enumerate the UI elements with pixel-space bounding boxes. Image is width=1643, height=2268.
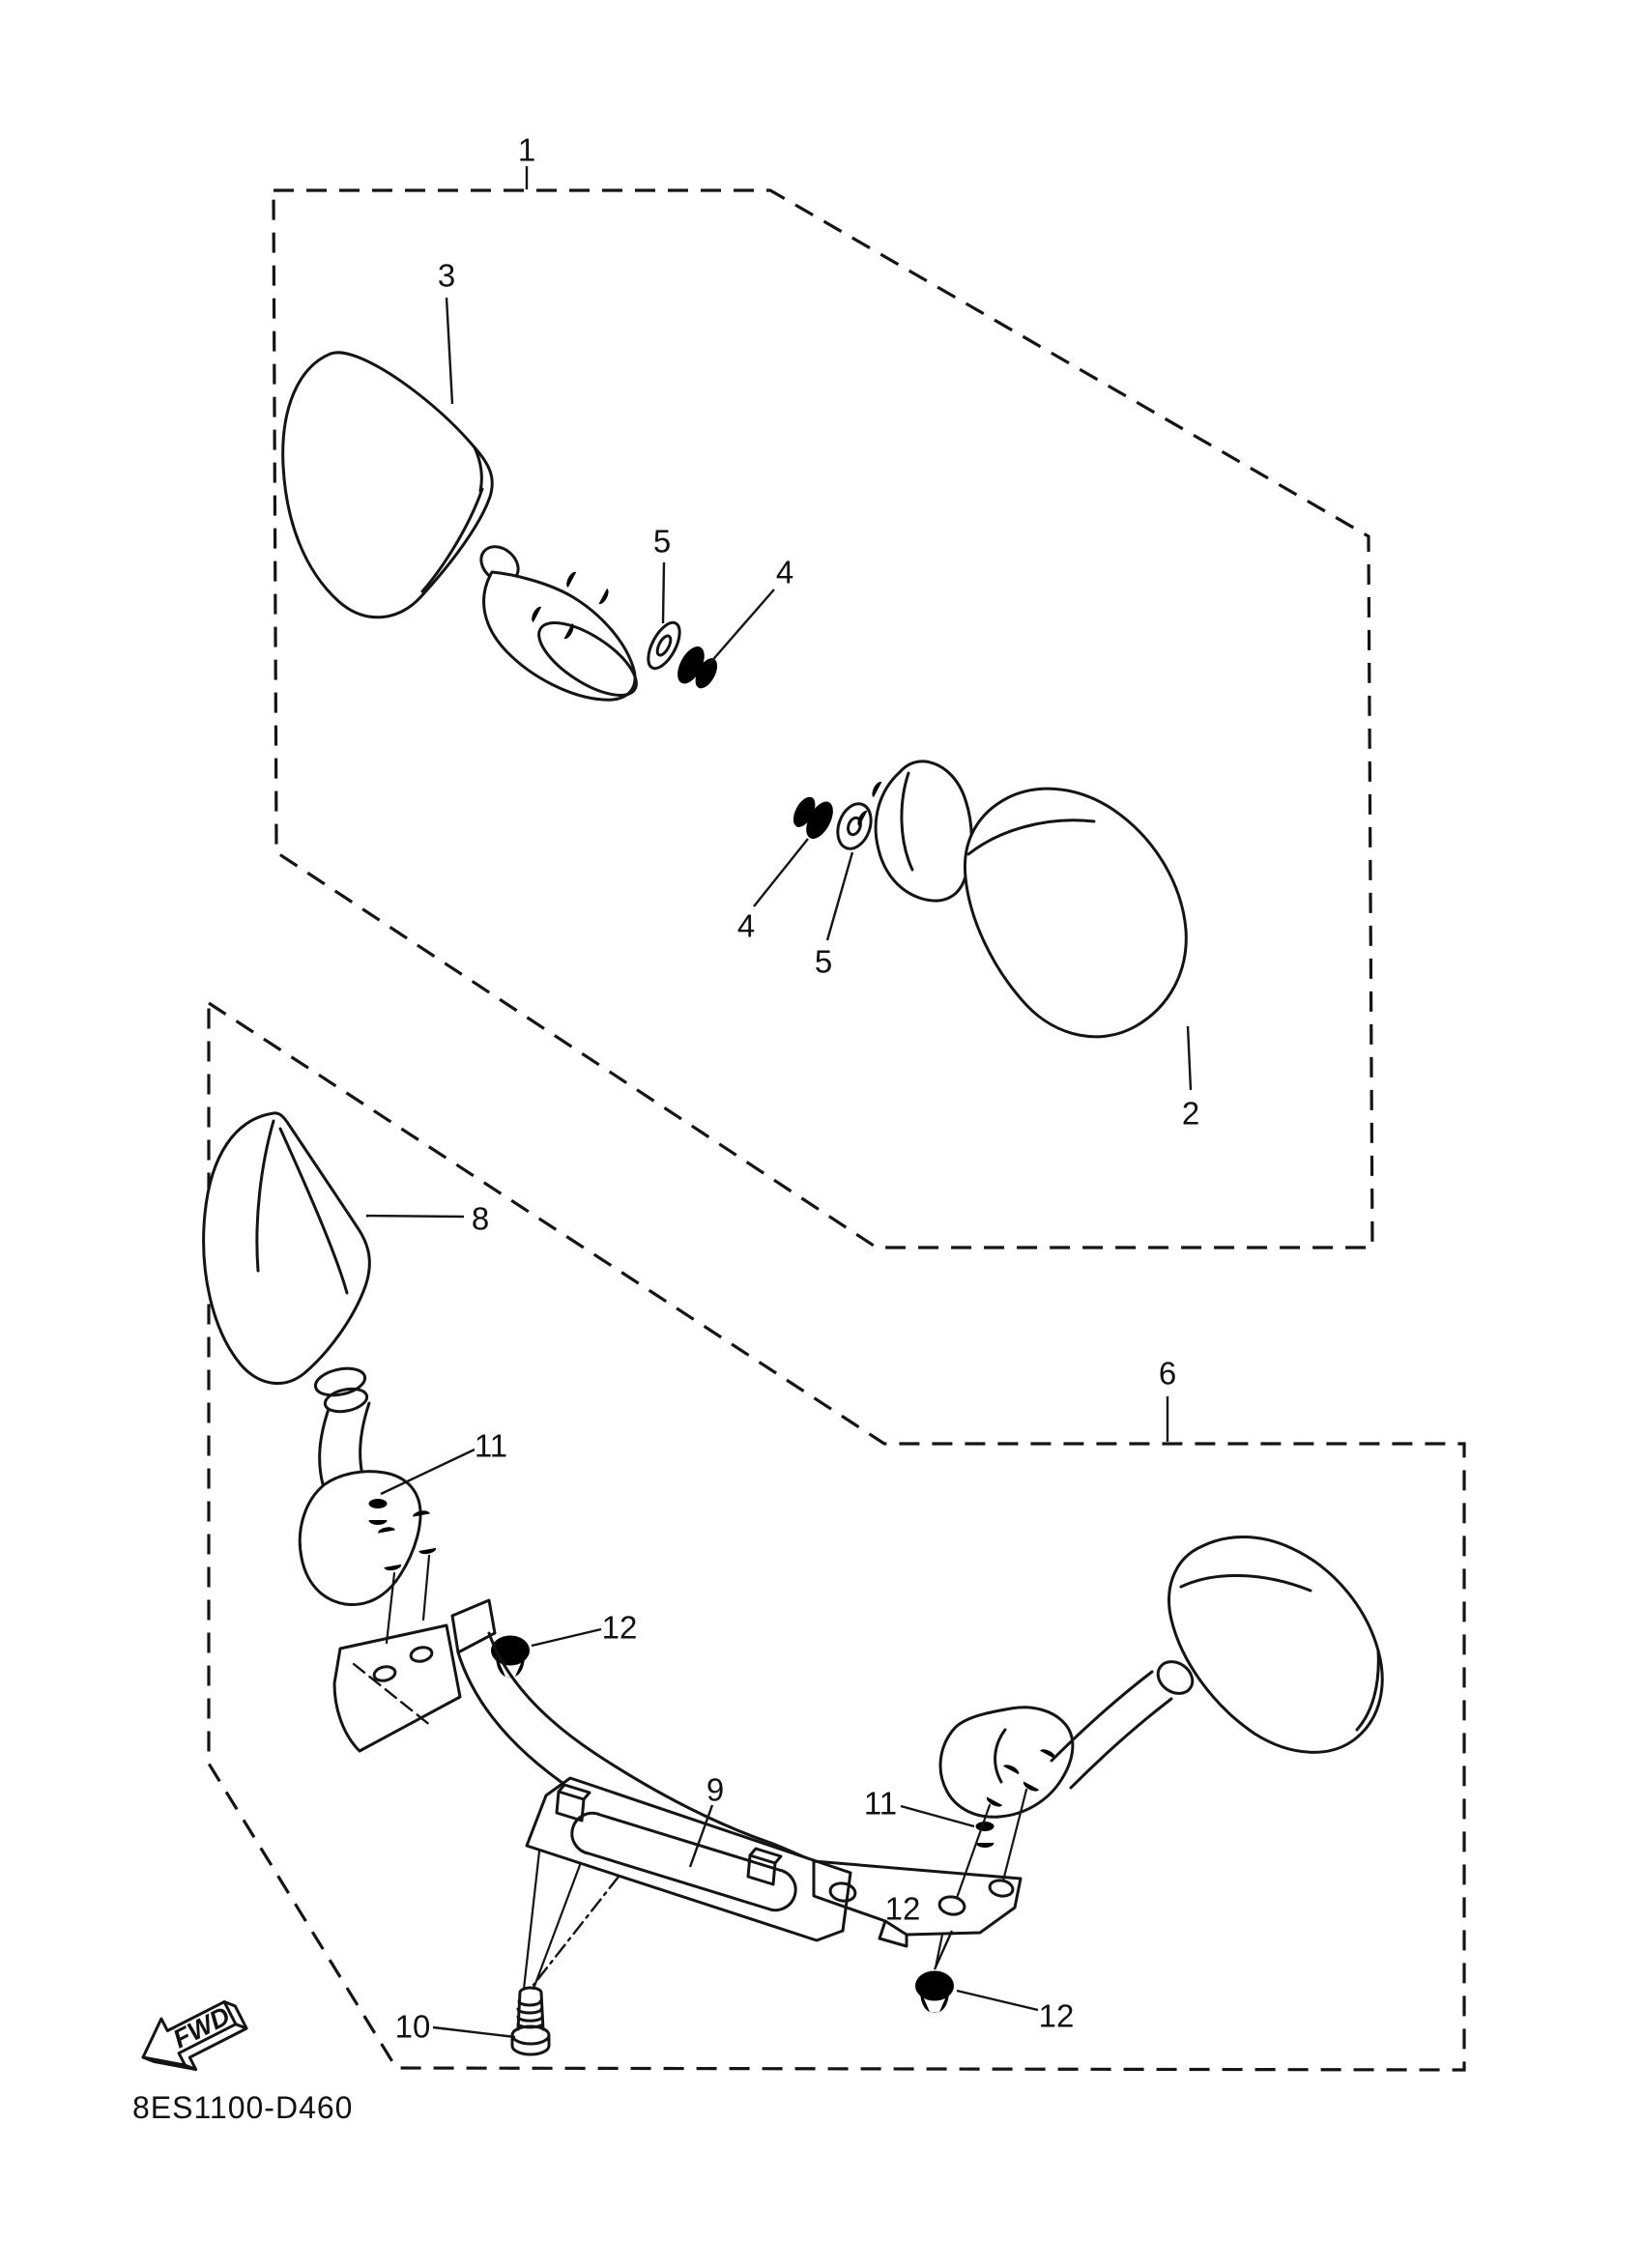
bolt-10-drawing (512, 1988, 549, 2054)
part-callout-1: 1 (517, 131, 536, 168)
part-callout-5: 5 (814, 943, 833, 980)
part-callout-leader-3 (447, 298, 452, 404)
part-callout-5: 5 (652, 523, 672, 560)
part-callout-4: 4 (736, 907, 756, 944)
part-callout-leader-12 (957, 1991, 1038, 2010)
right-nut-12-drawing (915, 1971, 954, 2013)
callouts-over (366, 132, 1199, 2045)
mirror-2-drawing (787, 761, 1186, 1037)
part-callout-6: 6 (1158, 1355, 1177, 1392)
part-callout-12: 12 (884, 1890, 921, 1927)
part-callout-leader-4 (708, 589, 774, 665)
bracket-9-drawing (452, 1600, 1021, 1989)
part-callout-leader-8 (366, 1216, 464, 1217)
mirror-8-drawing (204, 1113, 460, 1751)
part-callout-leader-2 (1188, 1026, 1191, 1090)
boundary-group1 (274, 190, 1372, 1248)
part-callout-8: 8 (471, 1200, 490, 1237)
callouts-under (885, 1891, 952, 1970)
left-nut-12-drawing (491, 1636, 530, 1678)
part-callout-11: 11 (863, 1785, 898, 1822)
part-callout-11: 11 (474, 1427, 508, 1464)
part-callout-leader-5 (827, 852, 852, 940)
part-callout-leader-5 (663, 562, 664, 623)
part-callout-12: 12 (601, 1609, 638, 1646)
diagram-artwork (131, 353, 1382, 2088)
part-callout-4: 4 (775, 554, 794, 590)
drawing-number: 8ES1100-D460 (132, 2090, 354, 2125)
part-callout-2: 2 (1181, 1095, 1200, 1132)
part-callout-3: 3 (437, 257, 456, 294)
part-callout-10: 10 (394, 2008, 431, 2045)
part-callout-leader-4 (754, 839, 808, 906)
fwd-arrow-label: FWD (168, 2000, 235, 2054)
part-callout-9: 9 (706, 1771, 725, 1808)
fwd-arrow-icon (131, 1986, 253, 2088)
part-callout-leader-12 (532, 1629, 601, 1646)
part-callout-leader-11 (381, 1450, 475, 1494)
part-callout-leader-10 (433, 2027, 515, 2037)
part-callout-12: 12 (1038, 1997, 1075, 2034)
mirror-7-drawing (940, 1537, 1382, 1899)
drawing-number-group (132, 2090, 353, 2125)
